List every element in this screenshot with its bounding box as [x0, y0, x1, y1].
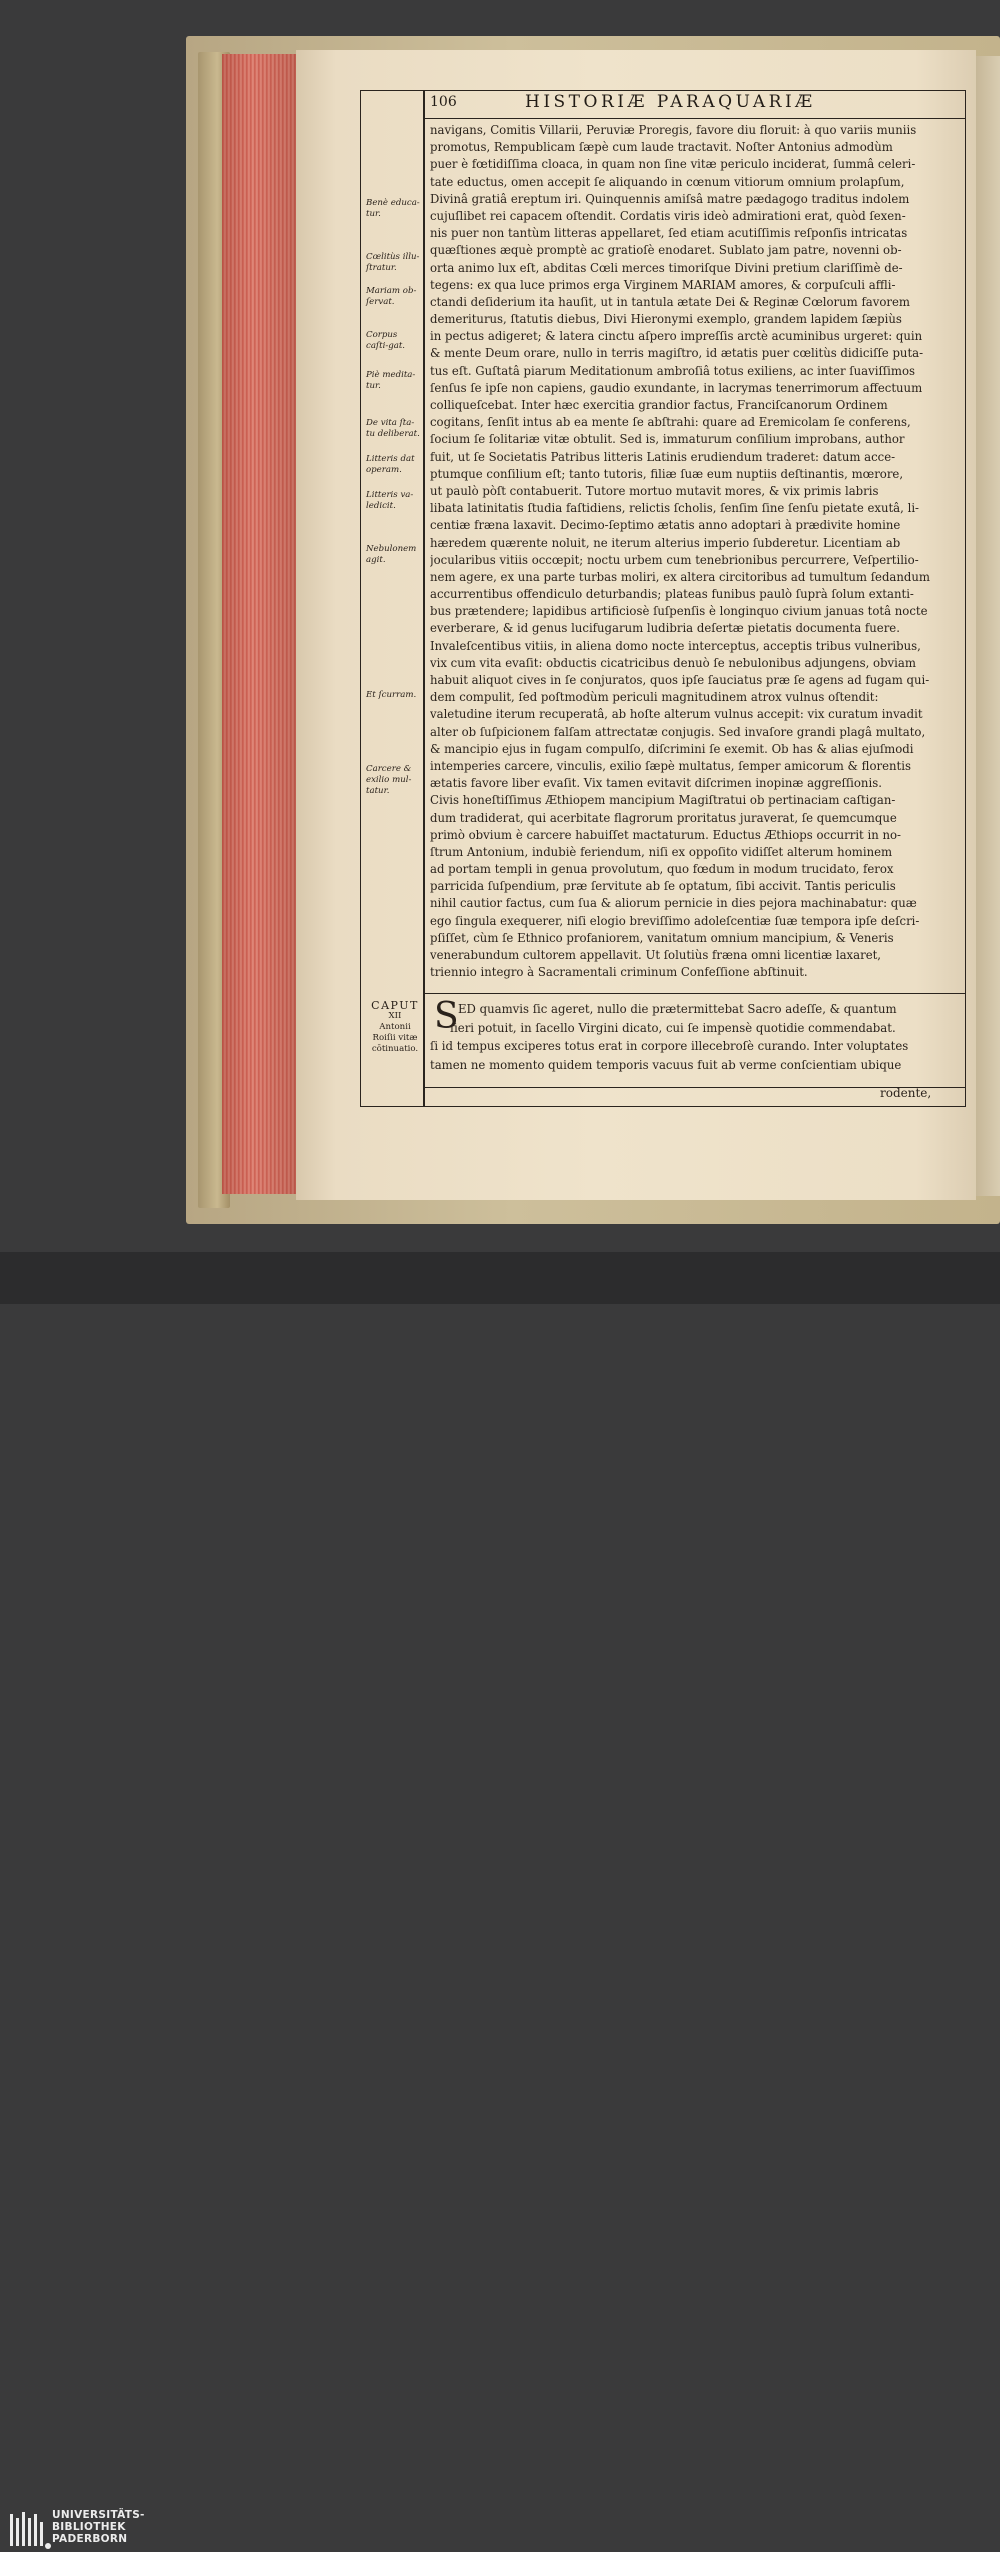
- text-line: ego ſingula exequerer, niſi elogio breviſſimo adoleſcentiæ ſuæ tempora ipſe deſcri-: [430, 913, 920, 928]
- text-line: intemperies carcere, vinculis, exilio ſæpè multatus, ſemper amicorum & florentis: [430, 758, 911, 773]
- text-line: cogitans, ſenſit intus ab ea mente ſe abſtrahi: quare ad Eremicolam ſe conferens,: [430, 415, 911, 430]
- caput-subtitle-1: Antonii: [379, 1022, 411, 1032]
- text-line: tegens: ex qua luce primos erga Virginem MARIAM amores, & corpuſculi affli-: [430, 277, 896, 292]
- text-line: cujuſlibet rei capacem oſtendit. Cordatis viris ideò admirationi erat, quòd ſexen-: [430, 208, 906, 223]
- library-name-line-1: UNIVERSITÄTS-: [52, 2509, 145, 2521]
- text-line: ad portam templi in genua provolutum, quo fœdum in modum trucidato, ferox: [430, 862, 894, 877]
- text-line: promotus, Rempublicam ſæpè cum laude tractavit. Noſter Antonius admodùm: [430, 140, 893, 155]
- text-line: ſocium ſe ſolitariæ vitæ obtulit. Sed is, immaturum conſilium improbans, author: [430, 432, 905, 447]
- text-line: puer è fœtidiſſima cloaca, in quam non ſine vitæ periculo inciderat, ſummâ celeri-: [430, 157, 916, 172]
- text-line: nis puer non tantùm litteras appellaret, ſed etiam acutiſſimis reſponſis intricatas: [430, 226, 908, 241]
- footer-bar: [0, 1252, 1000, 2545]
- running-head: HISTORIÆ PARAQUARIÆ: [525, 92, 816, 112]
- text-line: hæredem quærente noluit, ne iterum alterius imperio ſubderetur. Licentiam ab: [430, 535, 901, 550]
- chapter-line: tamen ne momento quidem temporis vacuus fuit ab verme conſcientiam ubique: [430, 1057, 902, 1072]
- margin-rule: [423, 90, 425, 1107]
- text-line: bus prætendere; lapidibus artificiosè ſuſpenſis è longinquo civium januas totâ nocte: [430, 604, 928, 619]
- text-line: ut paulò pòſt contabuerit. Tutore mortuo mutavit mores, & vix primis labris: [430, 483, 879, 498]
- chapter-rule: [423, 993, 965, 994]
- margin-note: Cœlitùs illu-ſtratur.: [366, 252, 420, 273]
- facing-page-edge: [976, 56, 1000, 1196]
- text-line: dum tradiderat, qui acerbitate flagrorum proritatus juraverat, ſe quemcumque: [430, 810, 897, 825]
- text-line: centiæ fræna laxavit. Decimo-ſeptimo ætatis anno adoptari à prædivite homine: [430, 518, 901, 533]
- page-edge-shading: [222, 54, 300, 1194]
- text-line: accurrentibus offendiculo deturbandis; plateas funibus paulò ſuprà ſolum extanti-: [430, 587, 914, 602]
- text-line: colliqueſcebat. Inter hæc exercitia grandior factus, Franciſcanorum Ordinem: [430, 398, 888, 412]
- caput-numeral: XII: [388, 1011, 402, 1021]
- text-line: fuit, ut ſe Societatis Patribus litteris Latinis erudiendum traderet: datum acce-: [430, 449, 896, 464]
- text-line: pſiſſet, cùm ſe Ethnico profaniorem, vanitatum omnium mancipium, & Veneris: [430, 930, 894, 945]
- text-line: venerabundum cultorem appellavit. Ut ſolutiùs fræna omni licentiæ laxaret,: [430, 948, 882, 962]
- catchword: rodente,: [880, 1086, 932, 1100]
- text-line: navigans, Comitis Villarii, Peruviæ Proregis, favore diu floruit: à quo variis muniis: [430, 123, 917, 137]
- library-name-line-3: PADERBORN: [52, 2533, 128, 2545]
- text-line: demeriturus, ſtatutis diebus, Divi Hieronymi exemplo, grandem lapidem ſæpiùs: [430, 312, 902, 327]
- text-line: tate eductus, omen accepit ſe aliquando in cœnum vitiorum omnium prolapſum,: [430, 174, 905, 189]
- margin-note: Carcere & exilio mul-tatur.: [366, 764, 412, 796]
- text-line: Civis honeſtiſſimus Æthiopem mancipium Magiſtratui ob pertinaciam caſtigan-: [430, 793, 896, 808]
- text-line: libata latinitatis ſtudia faſtidiens, relictis ſcholis, ſenſim ſine ſenſu pietate exutâ, li-: [430, 501, 920, 516]
- text-line: & mancipio ejus in fugam compulſo, diſcrimini ſe exemit. Ob has & alias ejuſmodi: [430, 741, 914, 756]
- text-line: Invaleſcentibus vitiis, in aliena domo nocte interceptus, acceptis tribus vulneribus,: [430, 638, 921, 653]
- text-line: dem compulit, ſed poſtmodùm periculi magnitudinem atrox vulnus oſtendit:: [430, 690, 879, 705]
- library-name: [52, 2509, 145, 2545]
- caput-subtitle-2: Roiſii vitæ: [372, 1033, 418, 1043]
- margin-note: Piè medita-tur.: [366, 370, 416, 391]
- margin-note: Corpus caſti-gat.: [366, 330, 406, 351]
- text-line: jocularibus vitiis occœpit; noctu urbem cum tenebrionibus percurrere, Veſpertilio-: [430, 552, 919, 567]
- text-line: alter ob ſuſpicionem falſam attrectatæ conjugis. Sed invaſore grandi plagâ multato,: [430, 724, 926, 739]
- text-line: ptumque conſilium eſt; tanto tutoris, filiæ ſuæ eum nuptiis deſtinantis, mœrore,: [430, 466, 904, 481]
- text-line: triennio integro à Sacramentali criminum Confeſſione abſtinuit.: [430, 965, 808, 980]
- caput-label: CAPUT: [371, 999, 419, 1012]
- margin-note: Litteris dat operam.: [366, 454, 415, 475]
- text-line: Divinâ gratiâ ereptum iri. Quinquennis amiſsâ matre pædagogo traditus indolem: [430, 191, 910, 206]
- text-line: valetudine iterum recuperatâ, ab hoſte alterum vulnus accepit: vix curatum invadit: [430, 707, 923, 722]
- header-rule: [423, 118, 965, 119]
- margin-note: Benè educa-tur.: [366, 198, 420, 219]
- text-line: everberare, & id genus lucifugarum ludibria deſertæ pietatis documenta fuere.: [430, 621, 900, 636]
- chapter-heading: [366, 1000, 424, 1055]
- drop-cap: S: [434, 996, 459, 1037]
- chapter-line: fieri potuit, in ſacello Virgini dicato, cui ſe impensè quotidie commendabat.: [450, 1020, 896, 1035]
- margin-note: De vita ſta-tu deliberat.: [366, 418, 420, 439]
- library-name-line-2: BIBLIOTHEK: [52, 2521, 126, 2533]
- margin-note: Litteris va-ledicit.: [366, 490, 414, 511]
- scan-viewer: [0, 0, 1000, 1252]
- text-line: ctandi deſiderium ita hauſit, ut in tantula ætate Dei & Reginæ Cœlorum favorem: [430, 294, 910, 309]
- chapter-line: ſi id tempus exciperes totus erat in corpore illecebroſè curando. Inter voluptates: [430, 1039, 909, 1053]
- library-logo-icon: [6, 2508, 54, 2552]
- text-line: vix cum vita evaſit: obductis cicatricibus denuò ſe nebulonibus adjungens, obviam: [430, 655, 916, 670]
- margin-note: Mariam ob-ſervat.: [366, 286, 417, 307]
- chapter-line: ED quamvis ſic ageret, nullo die prætermittebat Sacro adeſſe, & quantum: [458, 1002, 897, 1016]
- chapter-text: [430, 996, 962, 1074]
- text-line: tus eſt. Guſtatâ piarum Meditationum ambroſiâ totus exiliens, ac inter ſuaviſſimos: [430, 363, 915, 378]
- text-line: ætatis favore liber evaſit. Vix tamen evitavit diſcrimen inopinæ aggreſſionis.: [430, 776, 882, 791]
- text-line: primò obvium è carcere habuiſſet mactaturum. Eductus Æthiops occurrit in no-: [430, 827, 901, 842]
- text-line: in pectus adigeret; & latera cinctu aſpero impreſſis arctè acuminibus urgeret: quin: [430, 329, 923, 344]
- text-line: nem agere, ex una parte turbas moliri, ex altera circitoribus ad tumultum ſedandum: [430, 569, 931, 584]
- margin-note: Nebulonem agit.: [366, 544, 417, 565]
- text-line: & mente Deum orare, nullo in terris magiſtro, id ætatis puer cœlitùs didiciſſe puta-: [430, 346, 924, 361]
- body-text: [430, 122, 962, 981]
- text-line: ſtrum Antonium, indubiè feriendum, niſi ex oppoſito vidiſſet alterum hominem: [430, 844, 893, 859]
- text-line: habuit aliquot cives in ſe conjuratos, quos ipſe ſauciatus præ ſe agens ad fugam qui-: [430, 673, 930, 687]
- text-line: orta animo lux eſt, abditas Cœli merces timoriſque Divini pretium clariſſimè de-: [430, 260, 903, 275]
- margin-note: Et ſcurram.: [366, 690, 417, 700]
- text-line: parricida ſuſpendium, præ ſervitute ab ſe optatum, ſibi accivit. Tantis periculis: [430, 879, 896, 894]
- caput-subtitle-3: cōtinuatio.: [371, 1044, 419, 1054]
- text-line: ſenſus ſe ipſe non capiens, gaudio exundante, in lacrymas tenerrimorum affectuum: [430, 380, 923, 395]
- page-number: 106: [430, 94, 457, 110]
- text-line: quæſtiones æquè promptè ac gratioſè enodaret. Sublato jam patre, novenni ob-: [430, 243, 902, 258]
- text-line: nihil cautior factus, cum ſua & aliorum pernicie in dies pejora machinabatur: quæ: [430, 896, 917, 911]
